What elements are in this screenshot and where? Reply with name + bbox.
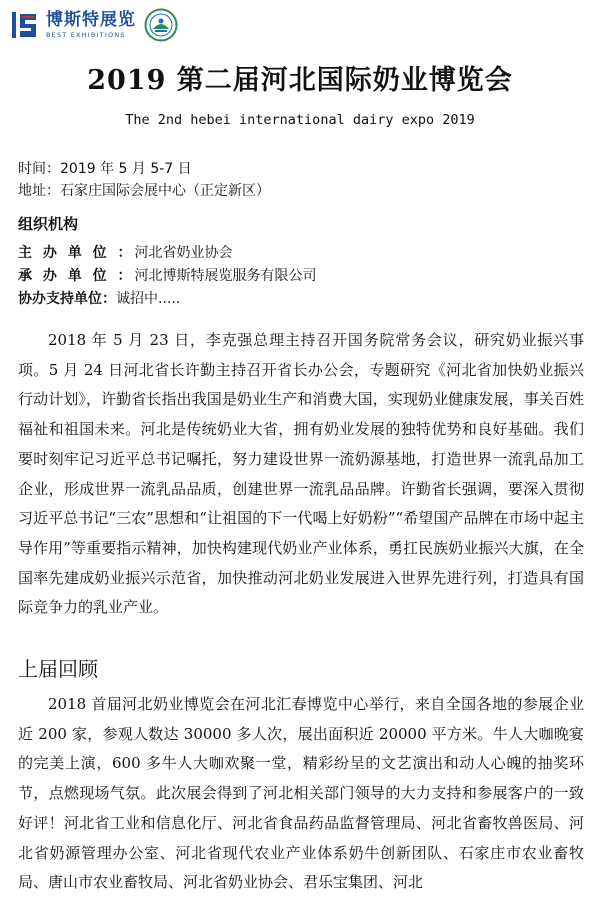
header-logos bbox=[10, 6, 178, 44]
dairy-association-badge-icon bbox=[144, 8, 178, 42]
review-paragraph: 2018 首届河北奶业博览会在河北汇春博览中心举行，来自全国各地的参展企业近 200 家，参观人数达 30000 多人次，展出面积近 20000 平方米。牛人大咖晚宴的完美上演，600 多牛人大咖欢聚一堂，精彩纷呈的文艺演出和动人心魄的抽奖环节，点燃现场气氛。此次展会得到了河北相关部门领导的大力支持和参展客户的一致好评！河北省工业和信息化厅、河北省食品药品监督管理局、河北省畜牧兽医局、河北省奶源管理办公室、河北省现代农业产业体系奶牛创新团队、石家庄市农业畜牧局、唐山市农业畜牧局、河北省奶业协会、君乐宝集团、河北 bbox=[18, 695, 584, 892]
page-subtitle: The 2nd hebei international dairy expo 2019 bbox=[125, 112, 475, 128]
event-address: 地址：石家庄国际会展中心（正定新区） bbox=[18, 183, 270, 199]
company-logo-text bbox=[46, 9, 136, 39]
org-organizer-key: 承 办 单 位 ： bbox=[18, 268, 135, 284]
company-logo-icon bbox=[10, 9, 42, 41]
org-support-key: 协办支持单位： bbox=[18, 291, 116, 307]
org-host-value: 河北省奶业协会 bbox=[134, 245, 233, 261]
logo-cn: 博斯特展览 bbox=[46, 9, 136, 30]
org-host-key: 主 办 单 位 ： bbox=[18, 245, 135, 261]
org-organizer-value: 河北博斯特展览服务有限公司 bbox=[134, 268, 317, 284]
intro-paragraph: 2018 年 5 月 23 日，李克强总理主持召开国务院常务会议，研究奶业振兴事项。5 月 24 日河北省长许勤主持召开省长办公会，专题研究《河北省加快奶业振兴行动计划》，许勤省长指出我国是奶业生产和消费大国，实现奶业健康发展，事关百姓福祉和祖国未来。河北是传统奶业大省，拥有奶业发展的独特优势和良好基础。我们要时刻牢记习近平总书记嘱托，努力建设世界一流奶源基地，打造世界一流乳品加工企业，形成世界一流乳品品质，创建世界一流乳品品牌。许勤省长强调，要深入贯彻习近平总书记“三农”思想和“让祖国的下一代喝上好奶粉”“希望国产品牌在市场中起主导作用”等重要指示精神，加快构建现代奶业产业体系，勇扛民族奶业振兴大旗，在全国率先建成奶业振兴示范省，加快推动河北奶业发展进入世界先进行列，打造具有国际竞争力的乳业产业。 bbox=[18, 331, 584, 617]
org-heading: 组织机构 bbox=[18, 215, 79, 233]
page-title: 2019 第二届河北国际奶业博览会 bbox=[87, 65, 513, 96]
review-section-title: 上届回顾 bbox=[18, 657, 98, 681]
org-organizer-row bbox=[18, 265, 317, 285]
logo-en: BEST EXHIBITIONS bbox=[46, 30, 126, 39]
event-time: 时间：2019 年 5 月 5-7 日 bbox=[18, 161, 192, 177]
org-support-row bbox=[18, 288, 180, 308]
org-support-value: 诚招中..... bbox=[116, 291, 181, 307]
org-host-row bbox=[18, 242, 233, 262]
